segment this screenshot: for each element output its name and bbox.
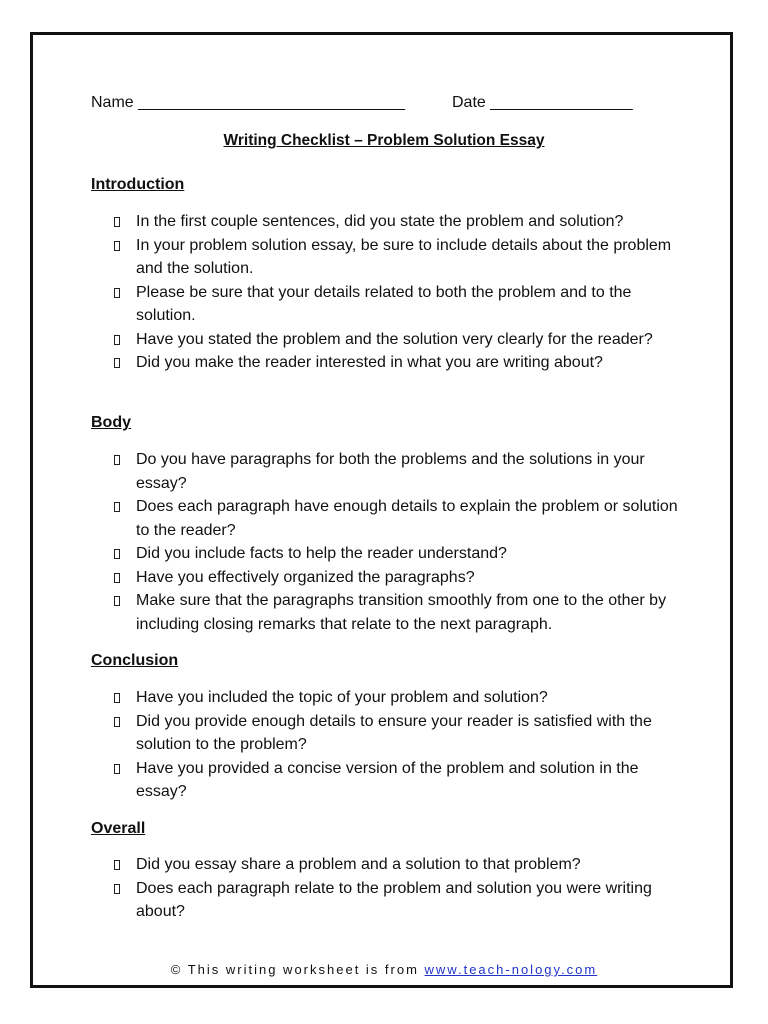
footer-text: © This writing worksheet is from xyxy=(170,962,425,977)
name-date-line xyxy=(91,92,633,114)
list-item[interactable]: Please be sure that your details related to both the problem and to the solution. xyxy=(113,281,683,328)
checkbox-icon[interactable] xyxy=(114,549,120,559)
list-item[interactable]: Does each paragraph have enough details to explain the problem or solution to the reader? xyxy=(113,495,683,542)
checkbox-icon[interactable] xyxy=(114,335,120,345)
list-item[interactable]: Does each paragraph relate to the problem and solution you were writing about? xyxy=(113,877,683,924)
list-item[interactable]: Make sure that the paragraphs transition smoothly from one to the other by including closing remarks that relate to the next paragraph. xyxy=(113,589,683,636)
list-item[interactable]: Have you provided a concise version of the problem and solution in the essay? xyxy=(113,757,683,804)
overall-list xyxy=(113,853,683,924)
footer-credit xyxy=(0,960,768,980)
checkbox-icon[interactable] xyxy=(114,502,120,512)
checkbox-icon[interactable] xyxy=(114,717,120,727)
list-item[interactable]: Have you stated the problem and the solution very clearly for the reader? xyxy=(113,328,683,352)
list-item[interactable]: In your problem solution essay, be sure to include details about the problem and the solution. xyxy=(113,234,683,281)
body-list xyxy=(113,448,683,636)
list-item[interactable]: Have you included the topic of your problem and solution? xyxy=(113,686,683,710)
page-title: Writing Checklist – Problem Solution Essay xyxy=(223,132,545,149)
checkbox-icon[interactable] xyxy=(114,241,120,251)
checkbox-icon[interactable] xyxy=(114,693,120,703)
introduction-list xyxy=(113,210,683,375)
overall-heading: Overall xyxy=(91,820,146,837)
list-item[interactable]: Did you make the reader interested in what you are writing about? xyxy=(113,351,683,375)
checkbox-icon[interactable] xyxy=(114,455,120,465)
checkbox-icon[interactable] xyxy=(114,217,120,227)
checkbox-icon[interactable] xyxy=(114,764,120,774)
date-field[interactable]: Date ________________ xyxy=(452,94,633,111)
list-item[interactable]: Have you effectively organized the paragraphs? xyxy=(113,566,683,590)
conclusion-list xyxy=(113,686,683,804)
checkbox-icon[interactable] xyxy=(114,596,120,606)
list-item[interactable]: Did you essay share a problem and a solution to that problem? xyxy=(113,853,683,877)
body-heading: Body xyxy=(91,414,131,431)
list-item[interactable]: Did you provide enough details to ensure your reader is satisfied with the solution to the problem? xyxy=(113,710,683,757)
name-field[interactable]: Name ______________________________ xyxy=(91,94,406,111)
list-item[interactable]: In the first couple sentences, did you state the problem and solution? xyxy=(113,210,683,234)
checkbox-icon[interactable] xyxy=(114,358,120,368)
list-item[interactable]: Did you include facts to help the reader understand? xyxy=(113,542,683,566)
list-item[interactable]: Do you have paragraphs for both the problems and the solutions in your essay? xyxy=(113,448,683,495)
checkbox-icon[interactable] xyxy=(114,288,120,298)
introduction-heading: Introduction xyxy=(91,176,185,193)
checkbox-icon[interactable] xyxy=(114,884,120,894)
footer-link[interactable]: www.teach-nology.com xyxy=(424,962,598,977)
checkbox-icon[interactable] xyxy=(114,573,120,583)
checkbox-icon[interactable] xyxy=(114,860,120,870)
conclusion-heading: Conclusion xyxy=(91,652,179,669)
